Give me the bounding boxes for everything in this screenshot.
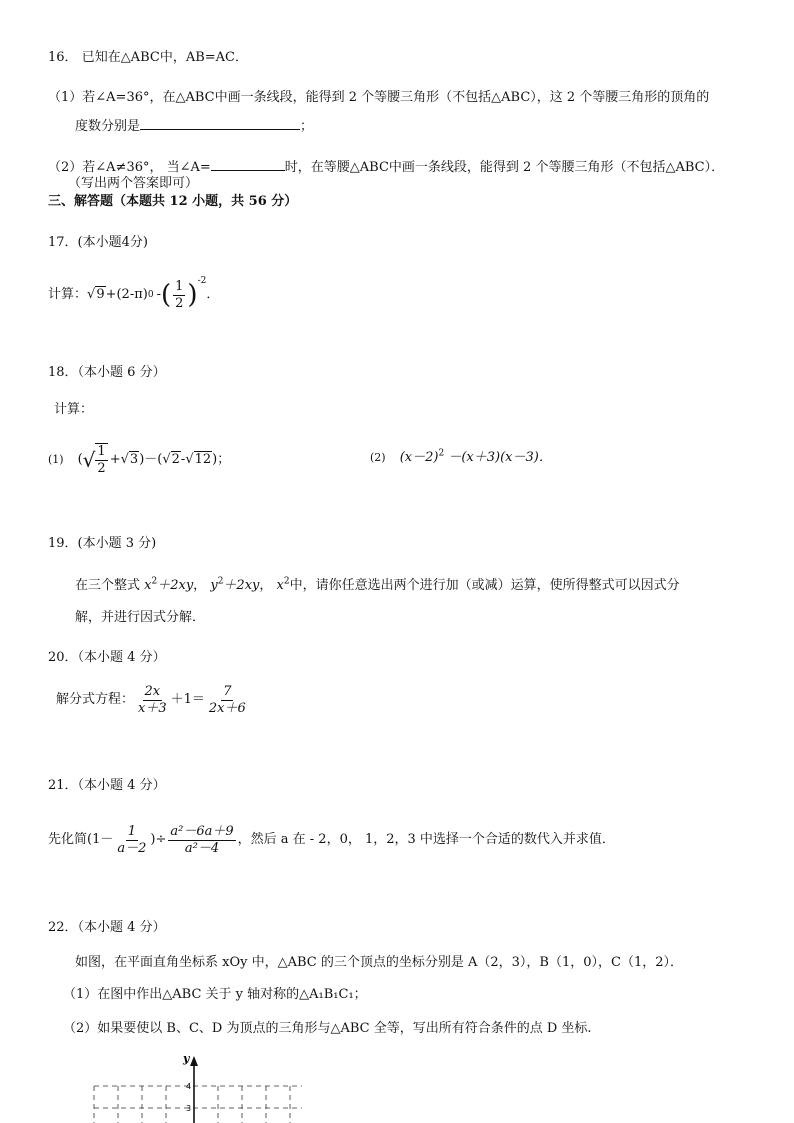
question-number: 16． — [48, 50, 78, 65]
math-term: ＋2xy — [223, 578, 260, 593]
punct: )； — [212, 452, 231, 467]
fraction — [173, 279, 185, 312]
q16-part2-note — [68, 176, 198, 192]
denominator: a－2 — [117, 840, 147, 856]
q18-part1 — [48, 440, 230, 480]
fraction — [168, 824, 235, 857]
numerator: 1 — [175, 278, 184, 294]
q19-line1 — [75, 578, 680, 594]
q22-head: 22．（本小题 4 分） — [48, 920, 166, 935]
sqrt-sign: √9 — [87, 287, 105, 302]
q18-label: 计算： — [54, 402, 94, 417]
math-term: x — [144, 578, 152, 593]
question-text: ，然后 a 在 - 2，0， 1，2，3 中选择一个合适的数代入并求值． — [237, 832, 615, 847]
part-label: (1) — [48, 453, 64, 466]
question-text: 已知在△ABC中，AB=AC． — [81, 50, 248, 65]
denominator: 2 — [175, 295, 184, 311]
math-term: )÷ — [150, 832, 167, 847]
right-paren: ) — [187, 280, 198, 310]
fraction — [136, 684, 169, 717]
numerator: 1 — [127, 823, 137, 839]
exponent: 2 — [438, 448, 445, 459]
numerator: 7 — [223, 683, 232, 699]
math-term: ＋2xy — [157, 578, 194, 593]
y-axis-arrow-icon — [190, 1056, 198, 1066]
math-term: - — [180, 452, 186, 467]
q22-part1: （1）在图中作出△ABC 关于 y 轴对称的△A₁B₁C₁； — [63, 987, 367, 1002]
radicand: 3 — [129, 452, 139, 467]
math-term: +(2-π) — [105, 287, 148, 302]
math-term: ( — [77, 452, 83, 467]
math-term: x — [276, 578, 284, 593]
fraction — [207, 684, 248, 717]
q18-part2 — [370, 450, 552, 466]
coordinate-grid — [88, 1050, 308, 1123]
punct: ； — [300, 119, 314, 134]
punct: ， — [193, 578, 207, 593]
numerator: 2x — [144, 683, 161, 699]
q17-head: 17．(本小题4分) — [48, 235, 148, 250]
math-term: )－( — [139, 452, 163, 467]
answer-blank[interactable] — [140, 117, 300, 130]
question-text: 计算： — [48, 287, 88, 302]
grid-lines — [94, 1086, 302, 1123]
q21-expression — [48, 820, 615, 860]
tick-label: 4 — [186, 1082, 192, 1091]
exponent: 2 — [283, 576, 290, 587]
denominator: x＋3 — [138, 700, 167, 716]
q16-part1-line1 — [48, 90, 709, 106]
math-term: ＋1＝ — [170, 692, 205, 707]
question-text: 时，在等腰△ABC中画一条线段，能得到 2 个等腰三角形（不包括△ABC）． — [284, 160, 725, 175]
denominator: 2 — [97, 461, 106, 476]
math-term: (1－ — [87, 832, 114, 847]
question-text: 中，请你任意选出两个进行加（或减）运算，使所得整式可以因式分 — [289, 578, 680, 593]
exponent: 2 — [151, 576, 158, 587]
left-paren: ( — [160, 280, 172, 310]
answer-blank[interactable] — [211, 158, 285, 171]
part-label: (2) — [370, 451, 386, 464]
punct: ． — [206, 287, 220, 302]
radicand: 2 — [171, 452, 180, 467]
sqrt-sign: √ — [82, 448, 96, 472]
punct: ， — [259, 578, 273, 593]
math-term: (x－2) — [399, 450, 439, 465]
numerator: a²－6a＋9 — [170, 823, 234, 839]
section-title: 三、解答题（本题共 12 小题，共 56 分） — [48, 194, 298, 209]
denominator: a²－4 — [184, 840, 220, 856]
q21-head: 21．（本小题 4 分） — [48, 778, 166, 793]
question-text: 在三个整式 — [75, 578, 145, 593]
sqrt-sign: √12 — [185, 452, 212, 467]
question-text: 先化简 — [48, 832, 88, 847]
fraction — [95, 443, 107, 477]
question-text: （写出两个答案即可） — [68, 176, 199, 191]
tick-label: 3 — [186, 1104, 192, 1113]
q18-head: 18．（本小题 6 分） — [48, 365, 166, 380]
q19-head: 19．(本小题 3 分) — [48, 536, 157, 551]
numerator: 1 — [97, 444, 106, 459]
fraction — [115, 824, 148, 857]
q20-head: 20．（本小题 4 分） — [48, 650, 166, 665]
q20-equation — [56, 680, 250, 720]
question-text: （2）若∠A≠36°， 当∠A= — [48, 160, 211, 175]
q22-line1: 如图，在平面直角坐标系 xOy 中，△ABC 的三个顶点的坐标分别是 A（2，3），B（1，0），C（1，2）． — [75, 955, 684, 970]
denominator: 2x＋6 — [208, 700, 246, 716]
radicand: 9 — [96, 287, 105, 302]
q16-part2-line1 — [48, 158, 724, 176]
q16-part1-line2 — [75, 117, 313, 135]
q17-expression: 计算： √9 +(2-π) 0 - ( $\frac{1}{2}$ ) -2 ． — [48, 276, 220, 311]
sqrt-sign: √3 — [120, 452, 139, 467]
sqrt-sign: √2 — [162, 452, 180, 467]
q22-part2: （2）如果要使以 B、C、D 为顶点的三角形与△ABC 全等，写出所有符合条件的点 D 坐标. — [63, 1021, 592, 1036]
q16-title — [48, 50, 248, 66]
y-axis-label: y — [183, 1052, 190, 1065]
question-text: （1）若∠A=36°，在△ABC中画一条线段，能得到 2 个等腰三角形（不包括△ABC），这 2 个等腰三角形的顶角的 — [48, 90, 710, 105]
radicand: 12 — [194, 452, 212, 467]
math-term: - — [156, 287, 161, 302]
question-text: 度数分别是 — [75, 119, 141, 134]
math-term: －(x＋3)(x－3)． — [448, 450, 552, 465]
math-term: + — [109, 452, 121, 467]
exponent: 2 — [217, 576, 224, 587]
q19-line2: 解，并进行因式分解． — [75, 610, 206, 625]
math-term: y — [210, 578, 218, 593]
question-text: 解分式方程： — [56, 692, 135, 707]
